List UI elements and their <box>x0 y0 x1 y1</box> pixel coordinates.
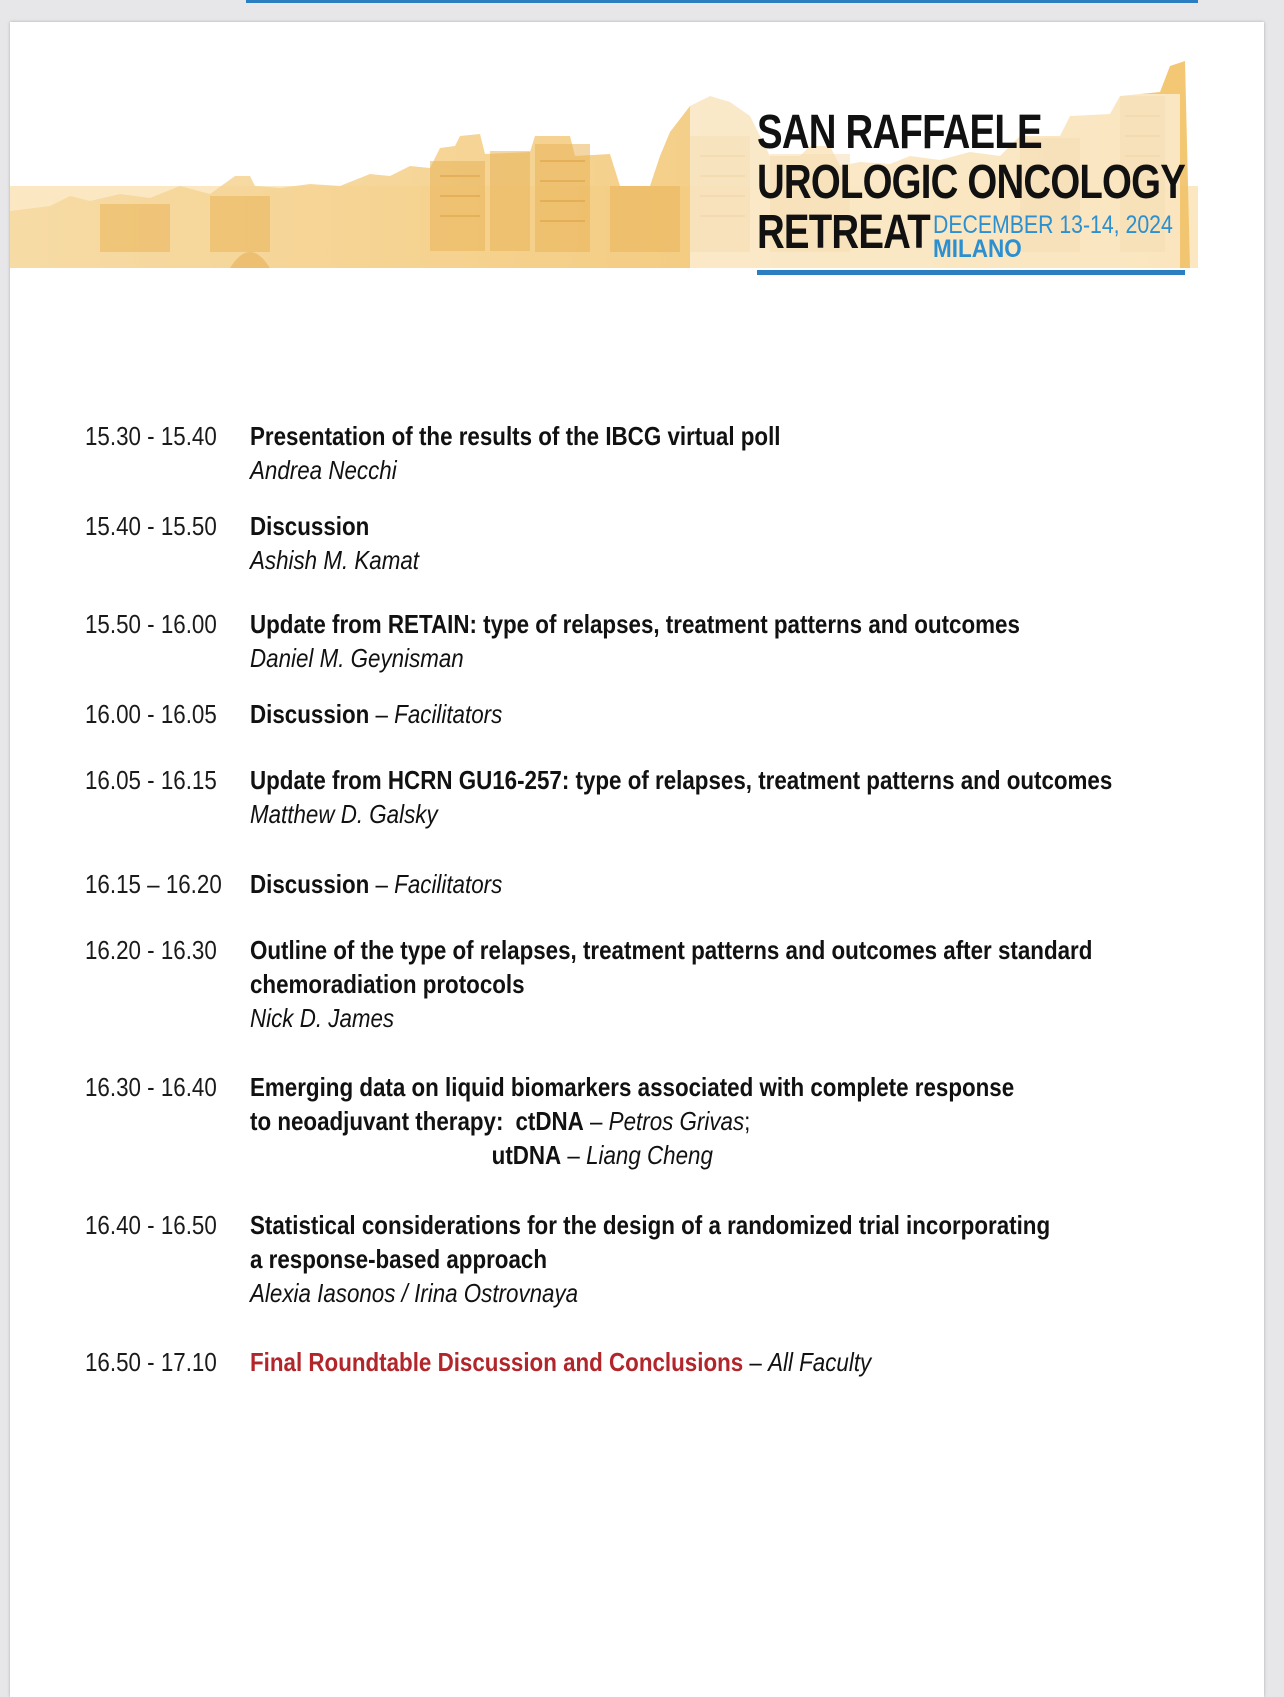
agenda-speaker: Andrea Necchi <box>250 455 397 485</box>
title-underline <box>757 270 1185 275</box>
event-city: MILANO <box>933 235 1022 263</box>
agenda-separator: – <box>561 1140 587 1170</box>
agenda-title: Update from HCRN GU16-257: type of relapses, treatment patterns and outcomes <box>250 765 1113 795</box>
marker-ctdna: ctDNA <box>515 1106 584 1136</box>
agenda-speaker: Daniel M. Geynisman <box>250 643 464 673</box>
agenda-content <box>250 509 1110 577</box>
agenda-time: 16.40 - 16.50 <box>85 1210 217 1240</box>
agenda-content <box>250 1208 1110 1310</box>
title-line-1: SAN RAFFAELE <box>757 106 1042 159</box>
agenda-speaker: Ashish M. Kamat <box>250 545 420 575</box>
agenda-time: 15.50 - 16.00 <box>85 609 217 639</box>
event-title <box>757 106 1187 263</box>
agenda-content <box>250 763 1113 831</box>
agenda-speaker: All Faculty <box>768 1347 872 1377</box>
agenda-title-highlight: Final Roundtable Discussion and Conclusions <box>250 1347 744 1377</box>
agenda-separator: – <box>743 1347 769 1377</box>
agenda-speaker: Liang Cheng <box>586 1140 713 1170</box>
agenda-title-line <box>250 1104 1110 1138</box>
agenda-content <box>250 867 1110 901</box>
agenda-time: 16.20 - 16.30 <box>85 935 217 965</box>
agenda-speaker: Alexia Iasonos / Irina Ostrovnaya <box>250 1278 579 1308</box>
agenda-title-line <box>250 1138 1110 1172</box>
agenda-title: Presentation of the results of the IBCG virtual poll <box>250 421 781 451</box>
title-line-2: UROLOGIC ONCOLOGY <box>757 156 1185 209</box>
agenda-content <box>250 419 1110 487</box>
agenda-title-line <box>250 697 1110 731</box>
agenda-title: Discussion <box>250 699 370 729</box>
agenda-time: 16.15 – 16.20 <box>85 869 222 899</box>
agenda-speaker: Petros Grivas <box>608 1106 745 1136</box>
agenda-separator: – <box>369 869 395 899</box>
agenda-speaker: Nick D. James <box>250 1003 395 1033</box>
agenda-title: Update from RETAIN: type of relapses, treatment patterns and outcomes <box>250 609 1020 639</box>
title-line-3: RETREAT <box>757 206 930 259</box>
agenda-punct: ; <box>744 1106 751 1136</box>
agenda-title: Discussion <box>250 511 370 541</box>
agenda-separator: – <box>583 1106 609 1136</box>
event-date: DECEMBER 13-14, 2024 <box>933 211 1173 239</box>
agenda-content <box>250 933 1110 1035</box>
agenda-title: Statistical considerations for the design of a randomized trial incorporating <box>250 1210 1051 1240</box>
agenda-content <box>250 607 1110 675</box>
agenda-time: 16.30 - 16.40 <box>85 1072 217 1102</box>
agenda-title: Discussion <box>250 869 370 899</box>
agenda-content <box>250 1070 1110 1172</box>
title-row-3 <box>757 206 1187 263</box>
agenda-time: 16.05 - 16.15 <box>85 765 217 795</box>
agenda-title: a response-based approach <box>250 1244 547 1274</box>
agenda-speaker: Matthew D. Galsky <box>250 799 438 829</box>
marker-utdna: utDNA <box>491 1140 562 1170</box>
agenda-content <box>250 1345 1110 1379</box>
document-page <box>10 22 1264 1697</box>
top-accent-bar <box>246 0 1198 3</box>
agenda-title: Emerging data on liquid biomarkers associated with complete response <box>250 1072 1015 1102</box>
agenda-time: 16.50 - 17.10 <box>85 1347 217 1377</box>
agenda-title-line <box>250 1345 1110 1379</box>
agenda-title: chemoradiation protocols <box>250 969 525 999</box>
agenda-separator: – <box>369 699 395 729</box>
agenda-title: Outline of the type of relapses, treatment patterns and outcomes after standard <box>250 935 1093 965</box>
agenda-speaker: Facilitators <box>394 869 503 899</box>
agenda-title-line <box>250 867 1110 901</box>
agenda-time: 15.30 - 15.40 <box>85 421 217 451</box>
agenda-content <box>250 697 1110 731</box>
agenda-time: 15.40 - 15.50 <box>85 511 217 541</box>
agenda-title: to neoadjuvant therapy: <box>250 1106 504 1136</box>
agenda-time: 16.00 - 16.05 <box>85 699 217 729</box>
agenda-speaker: Facilitators <box>394 699 503 729</box>
